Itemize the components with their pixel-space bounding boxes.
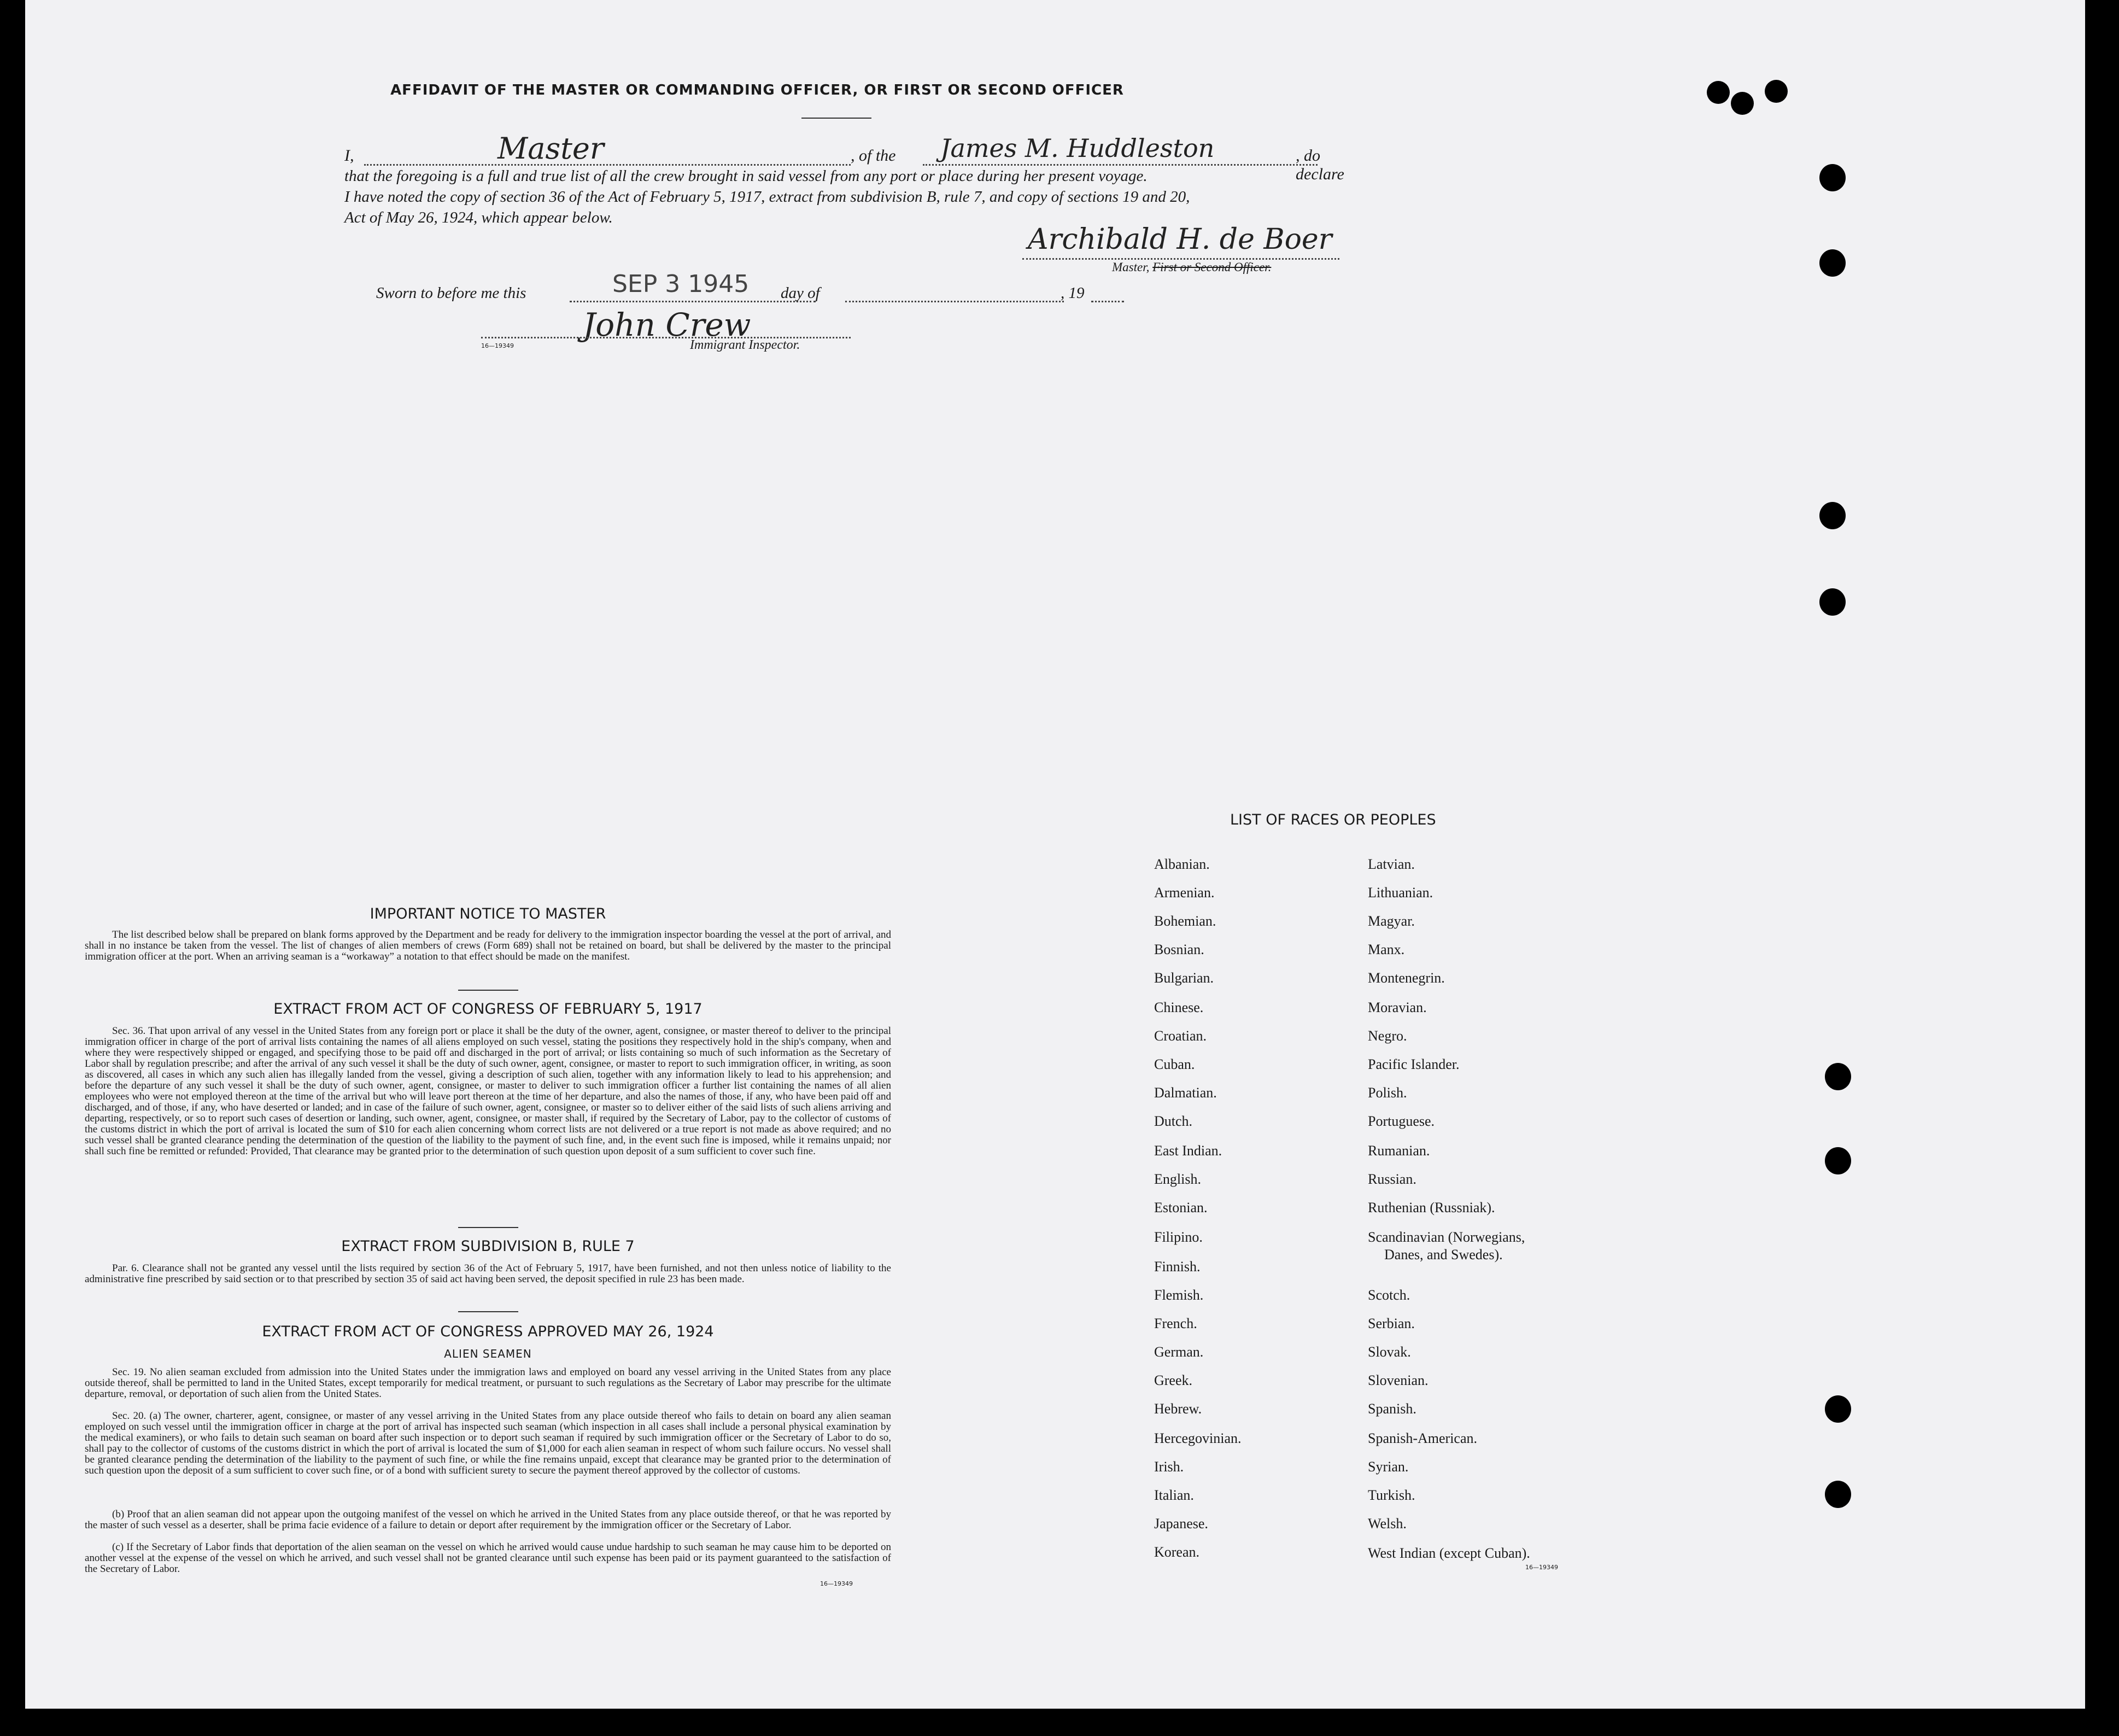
race-item: Bohemian.: [1154, 913, 1216, 929]
affidavit-line3: I have noted the copy of section 36 of the Act of February 5, 1917, extract from subdivision B, rule 7, and copy of sections 19 and 20,: [344, 188, 1190, 206]
date-stamp: SEP 3 1945: [612, 270, 750, 298]
caption-master: Master,: [1112, 260, 1150, 274]
race-item: Polish.: [1368, 1085, 1407, 1101]
race-item: Italian.: [1154, 1487, 1194, 1503]
notice-title: IMPORTANT NOTICE TO MASTER: [370, 905, 606, 922]
race-item: Dalmatian.: [1154, 1085, 1217, 1101]
punch-hole: [1819, 249, 1846, 277]
race-item: Spanish.: [1368, 1401, 1416, 1417]
form-number-top: 16—19349: [481, 342, 514, 349]
punch-hole: [1765, 80, 1788, 103]
punch-hole: [1825, 1063, 1851, 1090]
inspector-caption: Immigrant Inspector.: [690, 338, 800, 352]
extract-1924-sec20a: Sec. 20. (a) The owner, charterer, agent, consignee, or master of any vessel arriving in the United States from any place outside thereof who fails to detain on board any alien seaman employed on such vessel until the immigration officer in charge at the port of arrival has inspected such seaman (which inspection in all cases shall include a personal physical examination by the medical examiners), or who fails to detain such seaman on board after such inspection or to deport such seaman if required by such immigration officer or the Secretary of Labor to do so, shall pay to the collector of customs of the customs district in which the port of arrival is located the sum of $1,000 for each alien seaman in respect of whom such failure occurs. No vessel shall be granted clearance pending the determination of the liability to the payment of such fine, or while the fine remains unpaid, except that clearance may be granted prior to the determination of such question upon the deposit of a sum sufficient to cover such fine, or of a bond with sufficient surety to secure the payment thereof approved by the collector of customs.: [85, 1410, 891, 1476]
race-item: Armenian.: [1154, 885, 1215, 901]
race-item: Ruthenian (Russniak).: [1368, 1200, 1495, 1215]
race-item: Montenegrin.: [1368, 970, 1445, 986]
label-year: , 19: [1061, 284, 1085, 302]
extract-1924-subtitle: ALIEN SEAMEN: [444, 1347, 532, 1360]
caption-struck: First or Second Officer.: [1152, 260, 1272, 274]
divider: [458, 1227, 518, 1228]
vessel-field: [923, 164, 1318, 166]
race-item: Croatian.: [1154, 1028, 1207, 1044]
race-item: English.: [1154, 1171, 1201, 1187]
race-item: Scotch.: [1368, 1287, 1410, 1303]
race-item: Turkish.: [1368, 1487, 1415, 1503]
race-item: Bosnian.: [1154, 942, 1204, 957]
race-item: East Indian.: [1154, 1143, 1222, 1159]
master-signature: Archibald H. de Boer: [1028, 223, 1332, 256]
race-item: Albanian.: [1154, 856, 1210, 872]
race-item: Chinese.: [1154, 999, 1204, 1015]
label-of-the: , of the: [851, 147, 896, 165]
race-item: Bulgarian.: [1154, 970, 1214, 986]
race-item: Portuguese.: [1368, 1113, 1435, 1129]
punch-hole: [1707, 81, 1730, 104]
sworn-month-field: [845, 301, 1064, 302]
race-item: Syrian.: [1368, 1459, 1409, 1475]
form-number-bottom-right: 16—19349: [1525, 1564, 1558, 1571]
form-number-bottom-left: 16—19349: [820, 1580, 853, 1587]
race-item: Hercegovinian.: [1154, 1430, 1242, 1446]
notice-text: The list described below shall be prepared on blank forms approved by the Department and be ready for delivery to the immigration inspector boarding the vessel at the port of arrival, and shall in no instance be taken from the vessel. The list of changes of alien members of crews (Form 689) shall not be retained on board, but shall be delivered by the master to the principal immigration officer at the port. When an arriving seaman is a “workaway” a notation to that effect should be made on the manifest.: [85, 929, 891, 962]
affidavit-line4: Act of May 26, 1924, which appear below.: [344, 209, 613, 226]
race-item: Korean.: [1154, 1544, 1200, 1560]
race-item: Russian.: [1368, 1171, 1416, 1187]
race-item: Manx.: [1368, 942, 1405, 957]
extract-rule7-text: Par. 6. Clearance shall not be granted any vessel until the lists required by section 36 of the Act of February 5, 1917, have been furnished, and not then unless notice of liability to the administrative fine prescribed by said section or to that prescribed by section 35 of said act having been served, the deposit specified in rule 23 has been made.: [85, 1262, 891, 1285]
race-item: Moravian.: [1368, 999, 1427, 1015]
extract-1917-text: Sec. 36. That upon arrival of any vessel in the United States from any foreign port or place it shall be the duty of the owner, agent, consignee, or master thereof to deliver to the principal immigration officer in charge of the port of arrival lists containing the names of all aliens employed on such vessel, stating the positions they respectively hold in the ship's company, when and where they were respectively shipped or engaged, and specifying those to be paid off and discharged in the port of arrival; or lists containing so much of such information as the Secretary of Labor shall by regulation prescribe; and after the arrival of any such vessel it shall be the duty of such owner, agent, consignee, or master to report to such immigration officer, in writing, as soon as discovered, all cases in which any such alien has illegally landed from the vessel, giving a description of such alien, together with any information likely to lead to his apprehension; and before the departure of any such vessel it shall be the duty of such owner, agent, consignee, or master to deliver to such immigration officer a further list containing the names of all alien employees who were not employed thereon at the time of the arrival but who will leave port thereon at the time of her departure, and also the names of those, if any, who have been paid off and discharged, and of those, if any, who have deserted or landed; and in case of the failure of such owner, agent, consignee, or master so to deliver either of the said lists of such aliens arriving and departing, respectively, or so to report such cases of desertion or landing, such owner, agent, consignee, or master shall, if required by the Secretary of Labor, pay to the collector of customs of the customs district in which the port of arrival is located the sum of $10 for each alien concerning whom correct lists are not delivered or a true report is not made as above required; and no such vessel shall be granted clearance pending the determination of the question of the liability to the payment of such fine, and, in the event such fine is imposed, while it remains unpaid; nor shall such fine be remitted or refunded: Provided, That clearance may be granted prior to the determination of such question upon deposit of a sum sufficient to cover such fine.: [85, 1025, 891, 1157]
punch-hole: [1825, 1481, 1851, 1508]
sworn-day-field: [570, 301, 816, 302]
race-item: Rumanian.: [1368, 1143, 1430, 1159]
punch-hole: [1825, 1147, 1851, 1174]
race-item: Estonian.: [1154, 1200, 1208, 1215]
inspector-signature: John Crew: [583, 306, 751, 343]
signature-caption: [1112, 260, 1271, 274]
race-item: Pacific Islander.: [1368, 1056, 1460, 1072]
race-item: Dutch.: [1154, 1113, 1193, 1129]
title-divider: [801, 118, 871, 119]
race-item: Cuban.: [1154, 1056, 1195, 1072]
race-item: Negro.: [1368, 1028, 1407, 1044]
race-item: Greek.: [1154, 1372, 1193, 1388]
race-item: West Indian (except Cuban).: [1368, 1545, 1530, 1561]
extract-1924-title: EXTRACT FROM ACT OF CONGRESS APPROVED MAY 26, 1924: [262, 1323, 714, 1340]
race-item: Japanese.: [1154, 1516, 1208, 1532]
punch-hole: [1825, 1395, 1851, 1423]
races-title: LIST OF RACES OR PEOPLES: [1230, 811, 1436, 828]
affidavit-title: AFFIDAVIT OF THE MASTER OR COMMANDING OFFICER, OR FIRST OR SECOND OFFICER: [390, 82, 1124, 98]
race-item: Slovenian.: [1368, 1372, 1429, 1388]
label-i: I,: [344, 147, 354, 165]
race-item: Latvian.: [1368, 856, 1415, 872]
punch-hole: [1819, 164, 1846, 191]
sworn-label: Sworn to before me this: [376, 284, 526, 302]
extract-1924-sec20b: (b) Proof that an alien seaman did not appear upon the outgoing manifest of the vessel on which he arrived in the United States from any place outside thereof, or that he was reported by the master of such vessel as a deserter, shall be prima facie evidence of a failure to detain or deport after requirement by the immigration officer or the Secretary of Labor.: [85, 1509, 891, 1531]
race-item: Welsh.: [1368, 1516, 1407, 1532]
handwritten-vessel: James M. Huddleston: [940, 133, 1215, 163]
race-item: French.: [1154, 1316, 1197, 1331]
label-declare: , do declare: [1296, 147, 1344, 183]
extract-1917-title: EXTRACT FROM ACT OF CONGRESS OF FEBRUARY 5, 1917: [273, 1001, 703, 1018]
punch-hole: [1819, 588, 1846, 616]
race-item: German.: [1154, 1344, 1204, 1360]
race-item: Irish.: [1154, 1459, 1184, 1475]
label-day-of: day of: [781, 284, 820, 302]
title-field: [364, 164, 851, 166]
race-item: Flemish.: [1154, 1287, 1204, 1303]
punch-hole: [1731, 92, 1754, 115]
race-item: Filipino.: [1154, 1229, 1203, 1245]
divider: [458, 990, 518, 991]
race-item: Spanish-American.: [1368, 1430, 1478, 1446]
race-item: Serbian.: [1368, 1316, 1415, 1331]
extract-1924-sec19: Sec. 19. No alien seaman excluded from admission into the United States under the immigration laws and employed on board any vessel arriving in the United States from any place outside thereof, shall be permitted to land in the United States, except temporarily for medical treatment, or pursuant to such regulations as the Secretary of Labor may prescribe for the ultimate departure, removal, or deportation of such alien from the United States.: [85, 1366, 891, 1400]
divider: [458, 1311, 518, 1312]
race-item: Scandinavian (Norwegians,: [1368, 1229, 1525, 1245]
extract-rule7-title: EXTRACT FROM SUBDIVISION B, RULE 7: [341, 1238, 635, 1255]
sworn-year-field: [1091, 301, 1124, 302]
extract-1924-sec20c: (c) If the Secretary of Labor finds that deportation of the alien seaman on the vessel on which he arrived would cause undue hardship to such seaman he may cause him to be deported on another vessel at the expense of the vessel on which he arrived, and such vessel shall not be granted clearance until such expense has been paid or its payment guaranteed to the satisfaction of the Secretary of Labor.: [85, 1541, 891, 1575]
signature-line: [1022, 258, 1339, 260]
race-item: Danes, and Swedes).: [1384, 1247, 1503, 1262]
race-item: Hebrew.: [1154, 1401, 1202, 1417]
handwritten-title: Master: [497, 131, 604, 166]
race-item: Finnish.: [1154, 1259, 1201, 1275]
affidavit-line2: that the foregoing is a full and true list of all the crew brought in said vessel from any port or place during her present voyage.: [344, 167, 1148, 185]
punch-hole: [1819, 502, 1846, 529]
race-item: Magyar.: [1368, 913, 1415, 929]
race-item: Lithuanian.: [1368, 885, 1433, 901]
race-item: Slovak.: [1368, 1344, 1411, 1360]
